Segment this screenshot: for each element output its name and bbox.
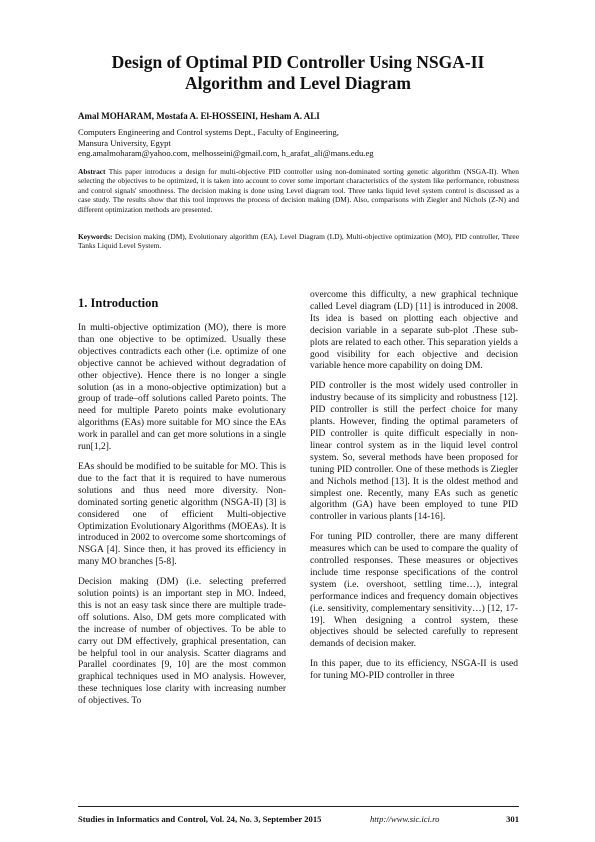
paper-title: Design of Optimal PID Controller Using NSGA-II Algorithm and Level Diagram: [111, 52, 485, 93]
author-list: Amal MOHARAM, Mostafa A. El-HOSSEINI, Hesham A. ALI: [78, 111, 320, 121]
affiliation-line: Computers Engineering and Control systems Dept., Faculty of Engineering,: [78, 127, 339, 137]
keywords-label: Keywords:: [78, 232, 113, 241]
paragraph: PID controller is the most widely used controller in industry because of its simplicity and robustness [12]. PID controller is still the perfect choice for many plants. However, finding the optimal parameters of PID controller is quite difficult especially in non-linear control system as in the liquid level control system. So, several methods have been proposed for tuning PID controller. One of these methods is Ziegler and Nichols method [13]. It is the oldest method and simplest one. Recently, many EAs such as genetic algorithm (GA) have been employed to tune PID controller in various plants [14-16].: [310, 381, 518, 523]
paragraph: In this paper, due to its efficiency, NSGA-II is used for tuning MO-PID controller in three: [310, 659, 518, 682]
author-emails: eng.amalmoharam@yahoo.com, melhosseini@gmail.com, h_arafat_ali@mans.edu.eg: [78, 148, 374, 159]
paragraph: Decision making (DM) (i.e. selecting preferred solution points) is an important step in MO. Indeed, this is not an easy task since there are multiple trade-off solutions. Also, DM gets more complicated with the increase of number of objectives. To be able to carry out DM effectively, graphical presentation, can be helpful tool in our analysis. Scatter diagrams and Parallel coordinates [9, 10] are the most common graphical techniques used in MO analysis. However, these techniques lose clarity with increasing number of objectives. To: [78, 577, 286, 707]
journal-url[interactable]: http://www.sic.ici.ro: [370, 814, 440, 824]
paragraph: EAs should be modified to be suitable for MO. This is due to the fact that it is required to have numerous solutions and thus need more diversity. Non-dominated sorting genetic algorithm (NSGA-II) [3] is considered one of efficient Multi-objective Optimization Evolutionary Algorithms (MOEAs). It is introduced in 2002 to overcome some shortcomings of NSGA [4]. Since then, it has proved its efficiency in many MO branches [5-8].: [78, 461, 286, 568]
paragraph: In multi-objective optimization (MO), there is more than one objective to be optimized. Usually these objectives contradicts each other (i.e. optimize of one objective cannot be achieved without degradation of other objective). Hence there is no longer a single solution (as in a mono-objective optimization) but a group of trade–off solutions called Pareto points. The need for multiple Pareto points make evolutionary algorithms (EAs) more suitable for MO since the EAs work in parallel and can get more solutions in a single run[1,2].: [78, 323, 286, 453]
affiliation-line: Mansura University, Egypt: [78, 137, 171, 148]
page-footer: [78, 814, 519, 824]
abstract-label: Abstract: [78, 167, 106, 176]
right-column: [310, 290, 518, 691]
paragraph: overcome this difficulty, a new graphical technique called Level diagram (LD) [11] is introduced in 2008. Its idea is based on plotting each objective and decision variable in a separate sub-plot .These sub-plots are related to each other. This separation yields a good visibility for each objective and decision variable hence more capability on doing DM.: [310, 290, 518, 372]
footer-divider: [78, 806, 519, 807]
left-column: [78, 296, 286, 716]
abstract: [78, 167, 519, 214]
paragraph: For tuning PID controller, there are many different measures which can be used to compare the quality of controlled responses. These measures or objectives include time response specifications of the control system (i.e. overshoot, settling time…), integral performance indices and frequency domain objectives (i.e. sensitivity, complementary sensitivity…) [12, 17-19]. When designing a control system, these objectives should be selected carefully to represent demands of decision maker.: [310, 532, 518, 650]
keywords-text: Decision making (DM), Evolutionary algorithm (EA), Level Diagram (LD), Multi-objective optimization (MO), PID controller, Three Tanks Liquid Level System.: [78, 232, 519, 251]
journal-citation: Studies in Informatics and Control, Vol. 24, No. 3, September 2015: [78, 814, 322, 824]
page-number: 301: [506, 814, 519, 824]
section-heading: 1. Introduction: [78, 296, 159, 310]
abstract-text: This paper introduces a design for multi-objective PID controller using non-dominated sorting genetic algorithm (NSGA-II). When selecting the objectives to be optimized, it is taken into account to cover some important characteristics of the system like performance, robustness and control signals' smoothness. The decision making is done using Level diagram tool. Three tanks liquid level system control is discussed as a case study. The results show that this tool improves the process of decision making (DM). Also, comparisons with Ziegler and Nichols (Z-N) and different optimization methods are presented.: [78, 167, 519, 214]
affiliation: [78, 127, 518, 159]
keywords: [78, 232, 519, 251]
